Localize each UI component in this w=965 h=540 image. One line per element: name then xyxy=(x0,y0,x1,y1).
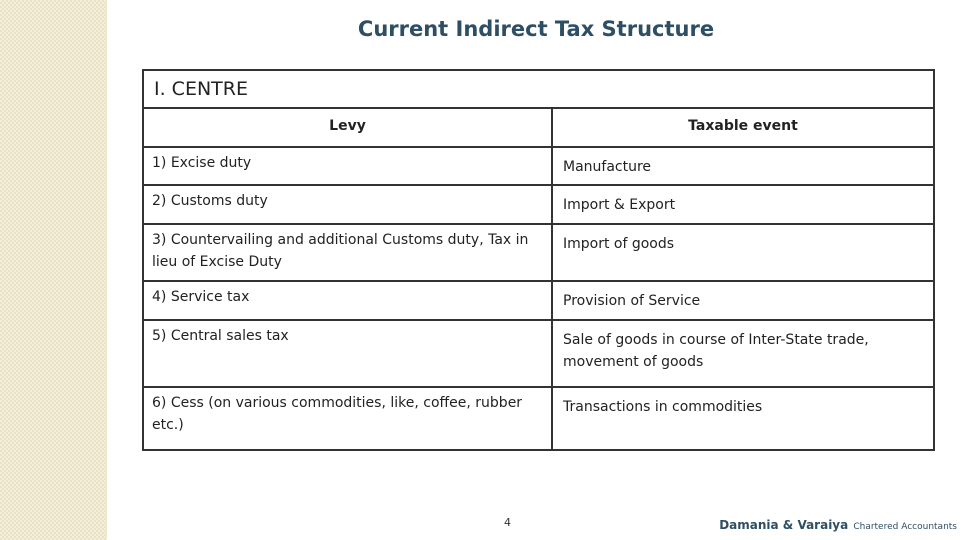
levy-cell: 6) Cess (on various commodities, like, coffee, rubber etc.) xyxy=(144,388,553,449)
firm-subtitle: Chartered Accountants xyxy=(853,522,957,532)
column-header-row xyxy=(144,109,933,148)
levy-cell: 3) Countervailing and additional Customs duty, Tax in lieu of Excise Duty xyxy=(144,225,553,280)
slide-title: Current Indirect Tax Structure xyxy=(357,17,715,41)
table-row xyxy=(144,388,933,449)
taxable-event-cell: Manufacture xyxy=(563,159,652,175)
levy-cell: 5) Central sales tax xyxy=(144,321,553,386)
levy-cell: 1) Excise duty xyxy=(144,148,553,184)
levy-cell: 4) Service tax xyxy=(144,282,553,319)
taxable-event-cell: Transactions in commodities xyxy=(563,399,763,415)
table-row xyxy=(144,225,933,282)
table-row xyxy=(144,321,933,388)
section-header-row xyxy=(144,71,933,109)
taxable-event-cell: Provision of Service xyxy=(563,293,701,309)
taxable-event-cell: Sale of goods in course of Inter-State trade, movement of goods xyxy=(563,332,869,370)
levy-cell: 2) Customs duty xyxy=(144,186,553,223)
table-row xyxy=(144,148,933,186)
taxable-event-cell: Import & Export xyxy=(563,197,676,213)
taxable-event-cell: Import of goods xyxy=(563,236,675,252)
taxable-event-column-header: Taxable event xyxy=(688,118,798,134)
footer-brand xyxy=(719,514,957,533)
section-label: I. CENTRE xyxy=(154,78,248,100)
levy-column-header: Levy xyxy=(144,109,553,146)
tax-structure-table xyxy=(142,69,935,451)
firm-name: Damania & Varaiya xyxy=(719,518,849,532)
decorative-side-strip xyxy=(0,0,107,540)
table-row xyxy=(144,186,933,225)
table-row xyxy=(144,282,933,321)
page-number: 4 xyxy=(504,516,511,529)
